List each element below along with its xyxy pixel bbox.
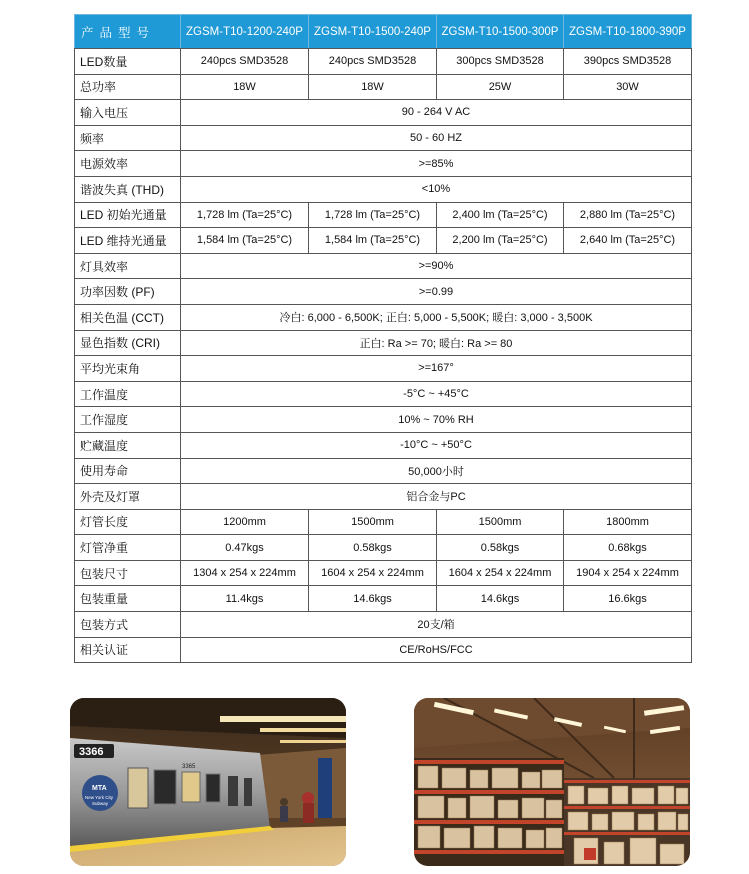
- row-value: 300pcs SMD3528: [437, 49, 564, 75]
- row-value: 2,880 lm (Ta=25°C): [564, 202, 692, 228]
- table-row: [75, 586, 692, 612]
- row-value: 20支/箱: [181, 612, 692, 638]
- row-label: 谐波失真 (THD): [75, 176, 181, 202]
- table-row: [75, 253, 692, 279]
- table-row: [75, 151, 692, 177]
- row-label: 灯管净重: [75, 535, 181, 561]
- row-value: 1,584 lm (Ta=25°C): [181, 228, 309, 254]
- row-value: 0.68kgs: [564, 535, 692, 561]
- car-number-2-text: 3365: [182, 764, 196, 770]
- table-row: [75, 228, 692, 254]
- table-row: [75, 279, 692, 305]
- row-value: 1,728 lm (Ta=25°C): [181, 202, 309, 228]
- row-value: 90 - 264 V AC: [181, 100, 692, 126]
- row-label: 功率因数 (PF): [75, 279, 181, 305]
- row-value: 2,200 lm (Ta=25°C): [437, 228, 564, 254]
- table-row: [75, 176, 692, 202]
- mta-logo-text: MTA: [92, 785, 107, 792]
- warehouse-photo: [414, 698, 690, 866]
- row-value: 50 - 60 HZ: [181, 125, 692, 151]
- row-value: 0.47kgs: [181, 535, 309, 561]
- table-row: [75, 74, 692, 100]
- row-label: 外壳及灯罩: [75, 484, 181, 510]
- row-label: 输入电压: [75, 100, 181, 126]
- row-value: 14.6kgs: [437, 586, 564, 612]
- header-label: 产品型号: [75, 15, 181, 49]
- table-row: [75, 484, 692, 510]
- table-header-row: [75, 15, 692, 49]
- row-value: 1304 x 254 x 224mm: [181, 560, 309, 586]
- row-value: >=90%: [181, 253, 692, 279]
- table-row: [75, 637, 692, 663]
- row-value: 0.58kgs: [437, 535, 564, 561]
- row-label: 贮藏温度: [75, 432, 181, 458]
- row-value: 1800mm: [564, 509, 692, 535]
- row-value: 390pcs SMD3528: [564, 49, 692, 75]
- row-value: 18W: [181, 74, 309, 100]
- row-label: 平均光束角: [75, 356, 181, 382]
- row-label: 显色指数 (CRI): [75, 330, 181, 356]
- row-value: 240pcs SMD3528: [309, 49, 437, 75]
- row-value: 10% ~ 70% RH: [181, 407, 692, 433]
- table-row: [75, 458, 692, 484]
- row-value: 1,728 lm (Ta=25°C): [309, 202, 437, 228]
- row-label: 相关色温 (CCT): [75, 304, 181, 330]
- table-row: [75, 535, 692, 561]
- row-label: LED 维持光通量: [75, 228, 181, 254]
- car-number-text: 3366: [79, 746, 104, 758]
- spec-table-body: [75, 49, 692, 663]
- row-label: 电源效率: [75, 151, 181, 177]
- row-value: 1604 x 254 x 224mm: [437, 560, 564, 586]
- subway-photo: [70, 698, 346, 866]
- row-value: -5°C ~ +45°C: [181, 381, 692, 407]
- row-value: 2,640 lm (Ta=25°C): [564, 228, 692, 254]
- row-label: LED 初始光通量: [75, 202, 181, 228]
- table-row: [75, 304, 692, 330]
- table-row: [75, 381, 692, 407]
- row-value: 50,000小时: [181, 458, 692, 484]
- header-model: ZGSM-T10-1500-300P: [437, 15, 564, 49]
- row-label: 包装重量: [75, 586, 181, 612]
- row-value: <10%: [181, 176, 692, 202]
- row-value: 1500mm: [309, 509, 437, 535]
- row-value: 正白: Ra >= 70; 暖白: Ra >= 80: [181, 330, 692, 356]
- row-value: 1200mm: [181, 509, 309, 535]
- header-model: ZGSM-T10-1500-240P: [309, 15, 437, 49]
- table-row: [75, 202, 692, 228]
- row-label: 工作温度: [75, 381, 181, 407]
- table-row: [75, 560, 692, 586]
- row-value: 11.4kgs: [181, 586, 309, 612]
- row-value: >=0.99: [181, 279, 692, 305]
- table-row: [75, 330, 692, 356]
- header-model: ZGSM-T10-1200-240P: [181, 15, 309, 49]
- row-label: LED数量: [75, 49, 181, 75]
- row-label: 灯管长度: [75, 509, 181, 535]
- row-label: 使用寿命: [75, 458, 181, 484]
- mta-logo-line2: New York City: [85, 795, 114, 800]
- table-row: [75, 356, 692, 382]
- row-value: 30W: [564, 74, 692, 100]
- row-value: 铝合金与PC: [181, 484, 692, 510]
- row-value: 1604 x 254 x 224mm: [309, 560, 437, 586]
- row-value: 0.58kgs: [309, 535, 437, 561]
- row-value: 2,400 lm (Ta=25°C): [437, 202, 564, 228]
- row-value: 冷白: 6,000 - 6,500K; 正白: 5,000 - 5,500K; 暖白: 3,000 - 3,500K: [181, 304, 692, 330]
- table-row: [75, 407, 692, 433]
- table-row: [75, 432, 692, 458]
- row-label: 灯具效率: [75, 253, 181, 279]
- mta-logo-line3: Subway: [92, 801, 109, 806]
- row-label: 包装尺寸: [75, 560, 181, 586]
- row-value: 1500mm: [437, 509, 564, 535]
- row-value: 1,584 lm (Ta=25°C): [309, 228, 437, 254]
- row-value: >=85%: [181, 151, 692, 177]
- table-row: [75, 49, 692, 75]
- table-row: [75, 125, 692, 151]
- row-label: 总功率: [75, 74, 181, 100]
- table-row: [75, 100, 692, 126]
- row-value: 240pcs SMD3528: [181, 49, 309, 75]
- row-label: 工作湿度: [75, 407, 181, 433]
- header-model: ZGSM-T10-1800-390P: [564, 15, 692, 49]
- spec-table: [74, 14, 692, 663]
- row-label: 相关认证: [75, 637, 181, 663]
- row-value: 14.6kgs: [309, 586, 437, 612]
- row-value: 25W: [437, 74, 564, 100]
- row-label: 频率: [75, 125, 181, 151]
- row-label: 包装方式: [75, 612, 181, 638]
- table-row: [75, 612, 692, 638]
- table-row: [75, 509, 692, 535]
- row-value: 16.6kgs: [564, 586, 692, 612]
- row-value: 18W: [309, 74, 437, 100]
- row-value: CE/RoHS/FCC: [181, 637, 692, 663]
- row-value: 1904 x 254 x 224mm: [564, 560, 692, 586]
- row-value: >=167°: [181, 356, 692, 382]
- row-value: -10°C ~ +50°C: [181, 432, 692, 458]
